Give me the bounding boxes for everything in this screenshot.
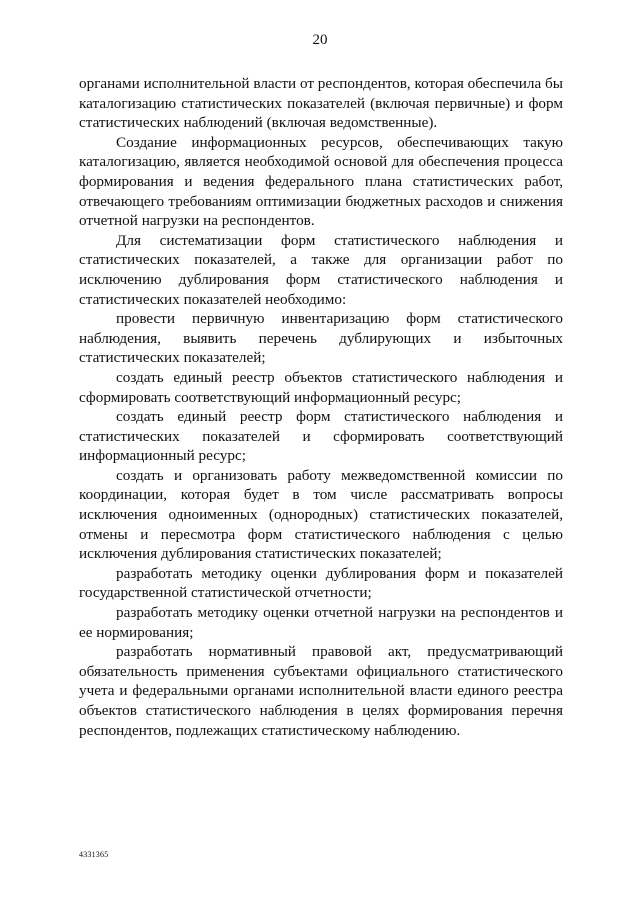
list-item-load-methodology: разработать методику оценки отчетной нагрузки на респондентов и ее нормирования;: [79, 604, 563, 641]
list-item-forms-registry: создать единый реестр форм статистического наблюдения и статистических показателей и сформировать соответствующий информационный ресурс;: [79, 408, 563, 465]
document-body: [79, 74, 563, 740]
page-number: 20: [312, 32, 328, 48]
list-item-duplication-methodology: разработать методику оценки дублирования форм и показателей государственной статистической отчетности;: [79, 564, 563, 602]
list-item-objects-registry: создать единый реестр объектов статистического наблюдения и сформировать соответствующий информационный ресурс;: [79, 368, 563, 406]
document-code: 4331365: [79, 850, 109, 859]
list-item-legal-act: разработать нормативный правовой акт, предусматривающий обязательность применения субъектами официального статистического учета и федеральными органами исполнительной власти единого реестра объектов статистического наблюдения в целях формирования перечня респондентов, подлежащих статистическому наблюдению.: [79, 643, 563, 739]
paragraph-information-resources: Создание информационных ресурсов, обеспечивающих такую каталогизацию, является необходимой основой для обеспечения процесса формирования и ведения федерального плана статистических работ, отвечающего требованиям оптимизации бюджетных расходов и снижения отчетной нагрузки на респондентов.: [79, 133, 563, 230]
list-item-inventory: провести первичную инвентаризацию форм статистического наблюдения, выявить перечень дублирующих и избыточных статистических показателей;: [79, 310, 563, 367]
paragraph-systematization-intro: Для систематизации форм статистического наблюдения и статистических показателей, а также для организации работ по исключению дублирования форм статистического наблюдения и статистических показателей необходимо:: [79, 231, 563, 308]
list-item-commission: создать и организовать работу межведомственной комиссии по координации, которая будет в том числе рассматривать вопросы исключения одноименных (однородных) статистических показателей, отмены и пересмотра форм статистического наблюдения с целью исключения дублирования статистических показателей;: [79, 466, 563, 563]
paragraph-continuation: органами исполнительной власти от респондентов, которая обеспечила бы каталогизацию статистических показателей (включая первичные) и форм статистических наблюдений (включая ведомственные).: [79, 75, 563, 132]
